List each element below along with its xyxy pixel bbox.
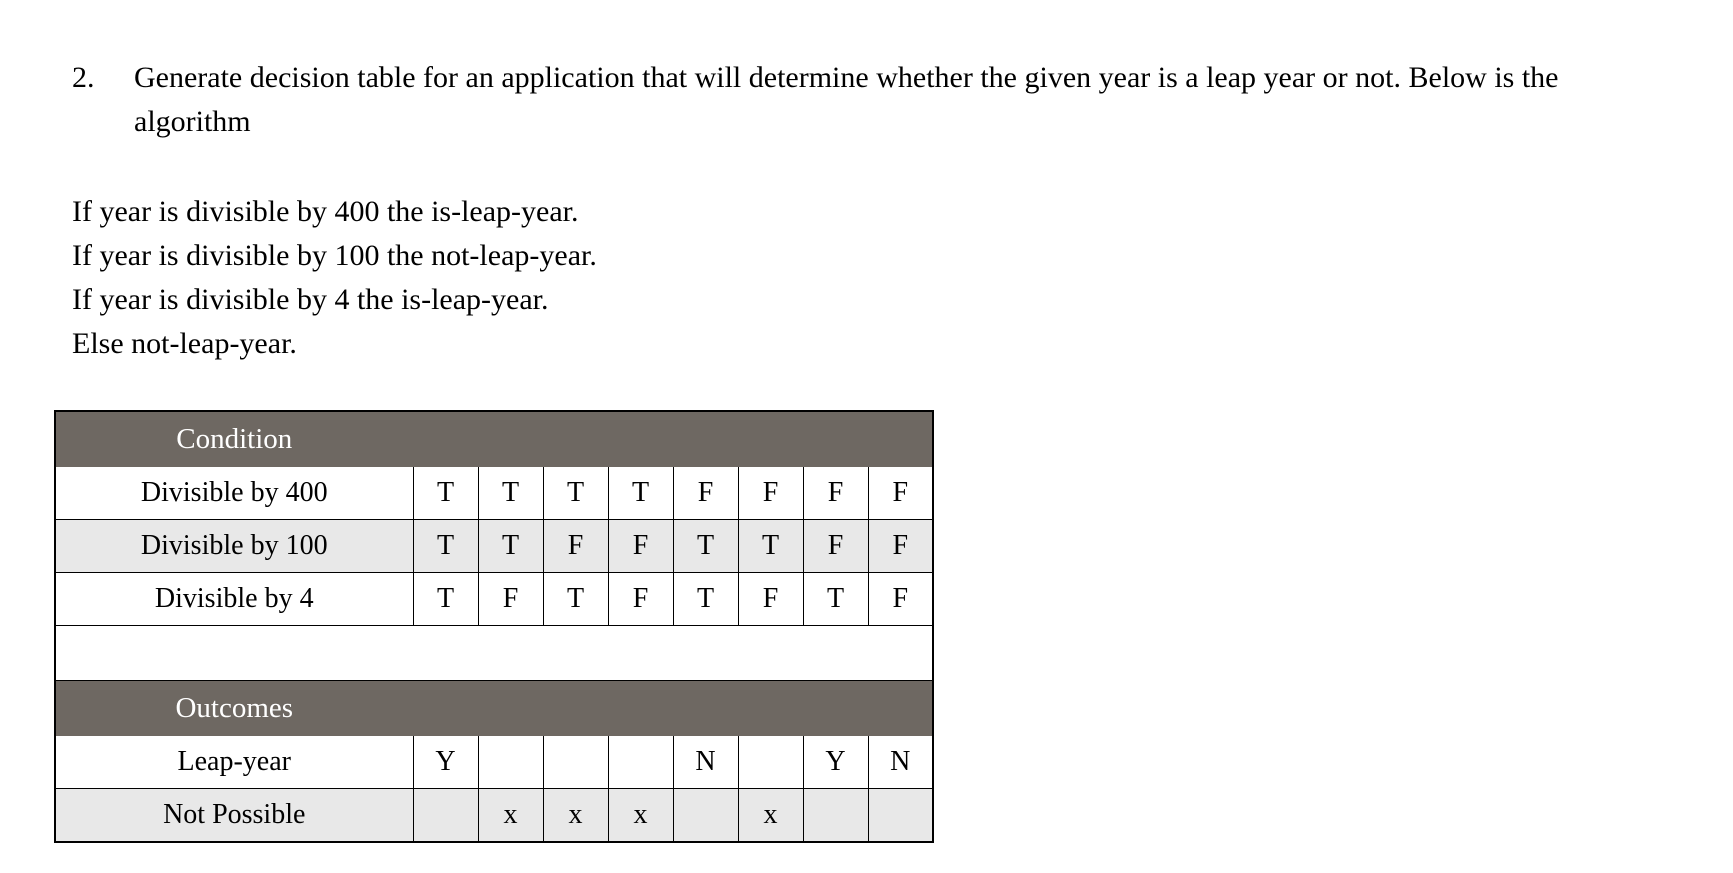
cell xyxy=(803,789,868,843)
question-text: Generate decision table for an application that will determine whether the given year is a leap year or not. Below is the algorithm xyxy=(134,61,1559,138)
row-label: Divisible by 4 xyxy=(55,573,413,626)
condition-header-blank xyxy=(413,411,933,467)
cell: F xyxy=(543,520,608,573)
table-row xyxy=(55,573,933,626)
outcomes-header-label: Outcomes xyxy=(55,681,413,736)
row-label: Divisible by 400 xyxy=(55,467,413,520)
algorithm-line: Else not-leap-year. xyxy=(72,327,297,360)
decision-table-wrapper xyxy=(54,410,984,843)
table-row-outcomes-header xyxy=(55,681,933,736)
question-block xyxy=(72,56,1672,144)
cell: F xyxy=(868,573,933,626)
table-row-condition-header xyxy=(55,411,933,467)
cell: F xyxy=(478,573,543,626)
cell: F xyxy=(673,467,738,520)
cell: F xyxy=(868,520,933,573)
cell xyxy=(543,736,608,789)
cell: x xyxy=(543,789,608,843)
cell: N xyxy=(868,736,933,789)
table-row xyxy=(55,467,933,520)
algorithm-line: If year is divisible by 4 the is-leap-year. xyxy=(72,283,549,316)
cell: F xyxy=(608,573,673,626)
cell: T xyxy=(413,573,478,626)
cell: T xyxy=(413,467,478,520)
cell: T xyxy=(543,573,608,626)
cell: T xyxy=(608,467,673,520)
cell: T xyxy=(673,573,738,626)
table-row-spacer xyxy=(55,626,933,681)
algorithm-block xyxy=(72,190,1733,366)
cell: F xyxy=(803,467,868,520)
cell: F xyxy=(608,520,673,573)
spacer-cell xyxy=(55,626,933,681)
cell xyxy=(673,789,738,843)
question-number: 2. xyxy=(72,61,95,94)
cell: N xyxy=(673,736,738,789)
cell: x xyxy=(608,789,673,843)
cell xyxy=(478,736,543,789)
cell: T xyxy=(738,520,803,573)
cell: Y xyxy=(413,736,478,789)
cell: F xyxy=(738,573,803,626)
row-label: Leap-year xyxy=(55,736,413,789)
cell xyxy=(413,789,478,843)
row-label: Divisible by 100 xyxy=(55,520,413,573)
table-row xyxy=(55,789,933,843)
outcomes-header-blank xyxy=(413,681,933,736)
decision-table xyxy=(54,410,934,843)
cell xyxy=(608,736,673,789)
algorithm-line: If year is divisible by 400 the is-leap-year. xyxy=(72,195,579,228)
cell: T xyxy=(478,467,543,520)
table-row xyxy=(55,736,933,789)
cell: F xyxy=(868,467,933,520)
cell: T xyxy=(478,520,543,573)
cell xyxy=(868,789,933,843)
cell: Y xyxy=(803,736,868,789)
algorithm-line: If year is divisible by 100 the not-leap-year. xyxy=(72,239,597,272)
table-row xyxy=(55,520,933,573)
cell: T xyxy=(673,520,738,573)
cell: F xyxy=(738,467,803,520)
cell: T xyxy=(413,520,478,573)
cell: x xyxy=(478,789,543,843)
cell: T xyxy=(803,573,868,626)
cell: T xyxy=(543,467,608,520)
row-label: Not Possible xyxy=(55,789,413,843)
cell: x xyxy=(738,789,803,843)
cell: F xyxy=(803,520,868,573)
condition-header-label: Condition xyxy=(55,411,413,467)
cell xyxy=(738,736,803,789)
